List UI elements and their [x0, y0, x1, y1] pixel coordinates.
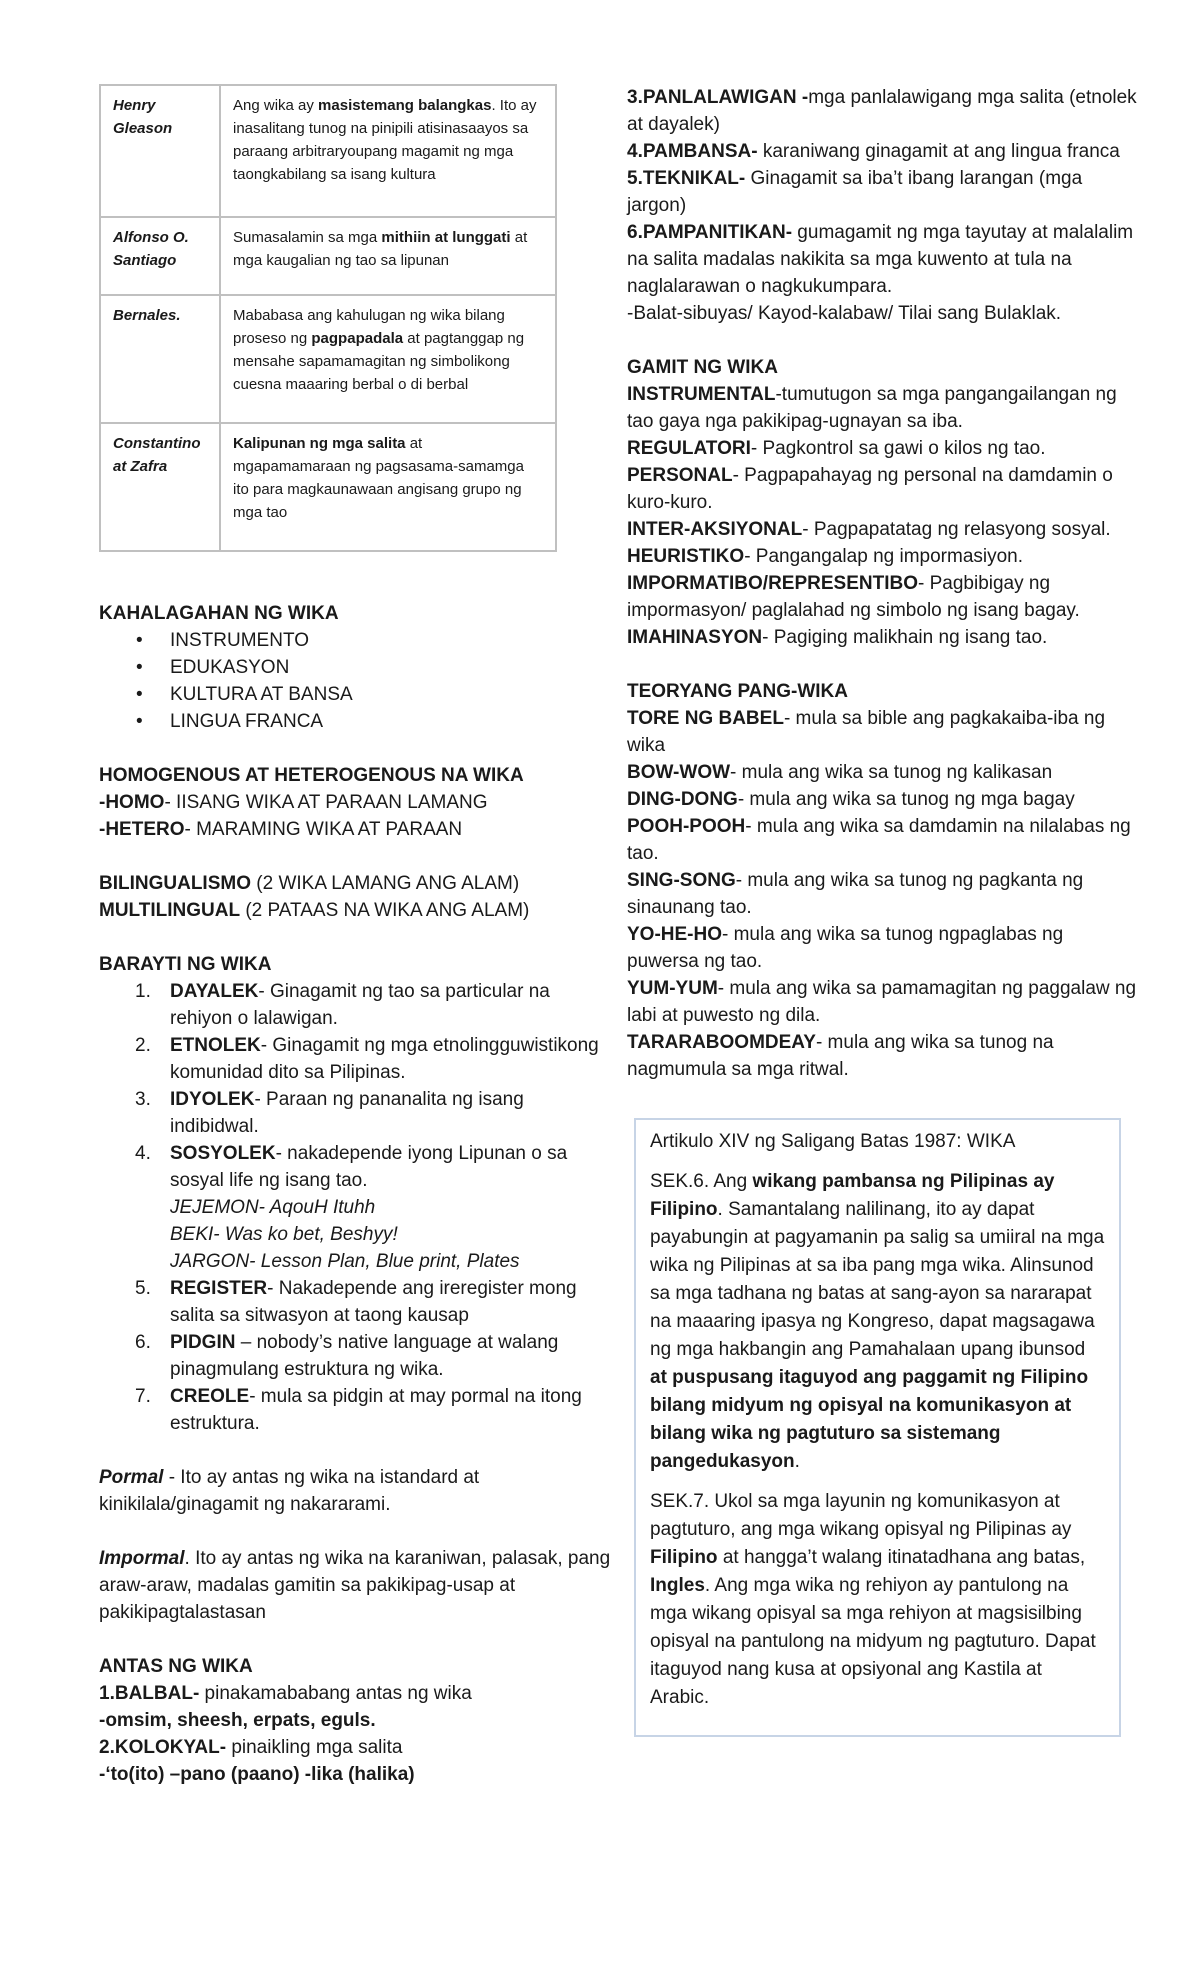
homo-line: -HOMO- IISANG WIKA AT PARAAN LAMANG: [99, 792, 488, 813]
gamit-item: INSTRUMENTAL-tumutugon sa mga pangangailangan ng tao gaya nga pakikipag-ugnayan sa iba.: [627, 384, 1117, 432]
right-column: [627, 84, 1139, 1083]
example-line: BEKI- Was ko bet, Beshyy!: [170, 1224, 398, 1245]
antas-item: 5.TEKNIKAL- Ginagamit sa iba’t ibang larangan (mga jargon): [627, 168, 1083, 216]
teorya-item: TORE NG BABEL- mula sa bible ang pagkakaiba-iba ng wika: [627, 708, 1106, 756]
teorya-item: YUM-YUM- mula ang wika sa pamamagitan ng paggalaw ng labi at puwesto ng dila.: [627, 978, 1137, 1026]
list-item: • KULTURA AT BANSA: [99, 681, 614, 708]
balbal-examples: -omsim, sheesh, erpats, eguls.: [99, 1710, 376, 1731]
definition-cell: Sumasalamin sa mga mithiin at lunggati at mga kaugalian ng tao sa lipunan: [220, 217, 556, 295]
definition-cell: Kalipunan ng mga salita at mgapamamaraan ng pagsasama-samamga ito para magkaunawaan angisang grupo ng mga tao: [220, 423, 556, 551]
constitution-title: Artikulo XIV ng Saligang Batas 1987: WIKA: [650, 1131, 1016, 1152]
homogenous-title: HOMOGENOUS AT HETEROGENOUS NA WIKA: [99, 765, 524, 786]
list-item: 6. PIDGIN – nobody’s native language at walang pinagmulang estruktura ng wika.: [135, 1332, 559, 1380]
antas-item: 3.PANLALAWIGAN -mga panlalawigang mga salita (etnolek at dayalek): [627, 87, 1137, 135]
gamit-item: IMAHINASYON- Pagiging malikhain ng isang tao.: [627, 627, 1048, 648]
antas-item: 4.PAMBANSA- karaniwang ginagamit at ang lingua franca: [627, 141, 1120, 162]
multilingual-line: MULTILINGUAL (2 PATAAS NA WIKA ANG ALAM): [99, 900, 530, 921]
left-column: [99, 84, 614, 1788]
kahalagahan-title: KAHALAGAHAN NG WIKA: [99, 603, 339, 624]
list-item: 7. CREOLE- mula sa pidgin at may pormal na itong estruktura.: [135, 1386, 582, 1434]
table-row: [100, 217, 556, 295]
definitions-table: [99, 84, 557, 552]
teorya-item: SING-SONG- mula ang wika sa tunog ng pagkanta ng sinaunang tao.: [627, 870, 1084, 918]
teorya-item: TARARABOOMDEAY- mula ang wika sa tunog na nagmumula sa mga ritwal.: [627, 1032, 1054, 1080]
balbal-line: 1.BALBAL- pinakamababang antas ng wika: [99, 1683, 472, 1704]
gamit-item: INTER-AKSIYONAL- Pagpapatatag ng relasyong sosyal.: [627, 519, 1111, 540]
example-line: JEJEMON- AqouH Ituhh: [170, 1197, 376, 1218]
antas-title: ANTAS NG WIKA: [99, 1656, 253, 1677]
constitution-box: [634, 1118, 1121, 1737]
pampanitikan-examples: -Balat-sibuyas/ Kayod-kalabaw/ Tilai sang Bulaklak.: [627, 303, 1062, 324]
pormal-definition: Pormal - Ito ay antas ng wika na istandard at kinikilala/ginagamit ng nakararami.: [99, 1467, 480, 1515]
table-row: [100, 295, 556, 423]
list-item: • EDUKASYON: [99, 654, 614, 681]
kahalagahan-list: [99, 627, 614, 735]
section-7: SEK.7. Ukol sa mga layunin ng komunikasyon at pagtuturo, ang mga wikang opisyal ng Pilipinas ay Filipino at hangga’t walang itinatadhana ang batas, Ingles. Ang mga wika ng rehiyon ay pantulong na mga wikang opisyal sa mga rehiyon at magsisilbing opisyal na pantulong na midyum ng pagtuturo. Dapat itaguyod nang kusa at opsiyonal ang Kastila at Arabic.: [650, 1491, 1096, 1708]
table-row: [100, 85, 556, 217]
impormal-definition: Impormal. Ito ay antas ng wika na karaniwan, palasak, pang araw-araw, madalas gamitin sa pakikipag-usap at pakikipagtalastasan: [99, 1548, 611, 1623]
kahalagahan-section: [99, 600, 614, 1788]
teorya-item: DING-DONG- mula ang wika sa tunog ng mga bagay: [627, 789, 1075, 810]
hetero-line: -HETERO- MARAMING WIKA AT PARAAN: [99, 819, 463, 840]
author-cell: Bernales.: [100, 295, 220, 423]
list-item: 3. IDYOLEK- Paraan ng pananalita ng isang indibidwal.: [135, 1089, 524, 1137]
table-row: [100, 423, 556, 551]
antas-item: 6.PAMPANITIKAN- gumagamit ng mga tayutay at malalalim na salita madalas nakikita sa mga kuwento at tula na naglalarawan o nagkukumpara.: [627, 222, 1134, 297]
teorya-item: BOW-WOW- mula ang wika sa tunog ng kalikasan: [627, 762, 1053, 783]
barayti-list: [99, 978, 614, 1437]
definition-cell: Ang wika ay masistemang balangkas. Ito ay inasalitang tunog na pinipili atisinasaayos sa paraang arbitraryoupang magamit ng mga taongkabilang sa isang kultura: [220, 85, 556, 217]
gamit-item: PERSONAL- Pagpapahayag ng personal na damdamin o kuro-kuro.: [627, 465, 1113, 513]
list-item: 1. DAYALEK- Ginagamit ng tao sa particular na rehiyon o lalawigan.: [135, 981, 550, 1029]
gamit-item: HEURISTIKO- Pangangalap ng impormasiyon.: [627, 546, 1024, 567]
gamit-item: IMPORMATIBO/REPRESENTIBO- Pagbibigay ng impormasyon/ paglalahad ng simbolo ng isang bagay.: [627, 573, 1080, 621]
author-cell: Alfonso O. Santiago: [100, 217, 220, 295]
definition-cell: Mababasa ang kahulugan ng wika bilang proseso ng pagpapadala at pagtanggap ng mensahe sapamamagitan ng simbolikong cuesna maaaring berbal o di berbal: [220, 295, 556, 423]
list-item: 4. SOSYOLEK- nakadepende iyong Lipunan o sa sosyal life ng isang tao. JEJEMON- AqouH Ituhh BEKI- Was ko bet, Beshyy! JARGON- Lesson Plan, Blue print, Plates: [99, 1140, 614, 1275]
list-item: • INSTRUMENTO: [99, 627, 614, 654]
example-line: JARGON- Lesson Plan, Blue print, Plates: [170, 1251, 520, 1272]
bilingual-line: BILINGUALISMO (2 WIKA LAMANG ANG ALAM): [99, 873, 520, 894]
list-item: 2. ETNOLEK- Ginagamit ng mga etnolingguwistikong komunidad dito sa Pilipinas.: [135, 1035, 599, 1083]
barayti-title: BARAYTI NG WIKA: [99, 954, 272, 975]
gamit-item: REGULATORI- Pagkontrol sa gawi o kilos ng tao.: [627, 438, 1046, 459]
list-item: • LINGUA FRANCA: [99, 708, 614, 735]
author-cell: Henry Gleason: [100, 85, 220, 217]
author-cell: Constantino at Zafra: [100, 423, 220, 551]
teorya-title: TEORYANG PANG-WIKA: [627, 681, 848, 702]
teorya-item: POOH-POOH- mula ang wika sa damdamin na nilalabas ng tao.: [627, 816, 1131, 864]
kolokyal-line: 2.KOLOKYAL- pinaikling mga salita: [99, 1737, 403, 1758]
section-6: SEK.6. Ang wikang pambansa ng Pilipinas ay Filipino. Samantalang nalilinang, ito ay dapat payabungin at pagyamanin pa salig sa umiiral na mga wika ng Pilipinas at sa iba pang mga wika. Alinsunod sa mga tadhana ng batas at sang-ayon sa nararapat na maaaring ipasya ng Kongreso, dapat magsagawa ng mga hakbangin ang Pamahalaan upang ibunsod at puspusang itaguyod ang paggamit ng Filipino bilang midyum ng opisyal na komunikasyon at bilang wika ng pagtuturo sa sistemang pangedukasyon.: [650, 1171, 1105, 1472]
teorya-item: YO-HE-HO- mula ang wika sa tunog ngpaglabas ng puwersa ng tao.: [627, 924, 1064, 972]
gamit-title: GAMIT NG WIKA: [627, 357, 778, 378]
list-item: 5. REGISTER- Nakadepende ang ireregister mong salita sa sitwasyon at taong kausap: [135, 1278, 577, 1326]
kolokyal-examples: -‘to(ito) –pano (paano) -lika (halika): [99, 1764, 415, 1785]
